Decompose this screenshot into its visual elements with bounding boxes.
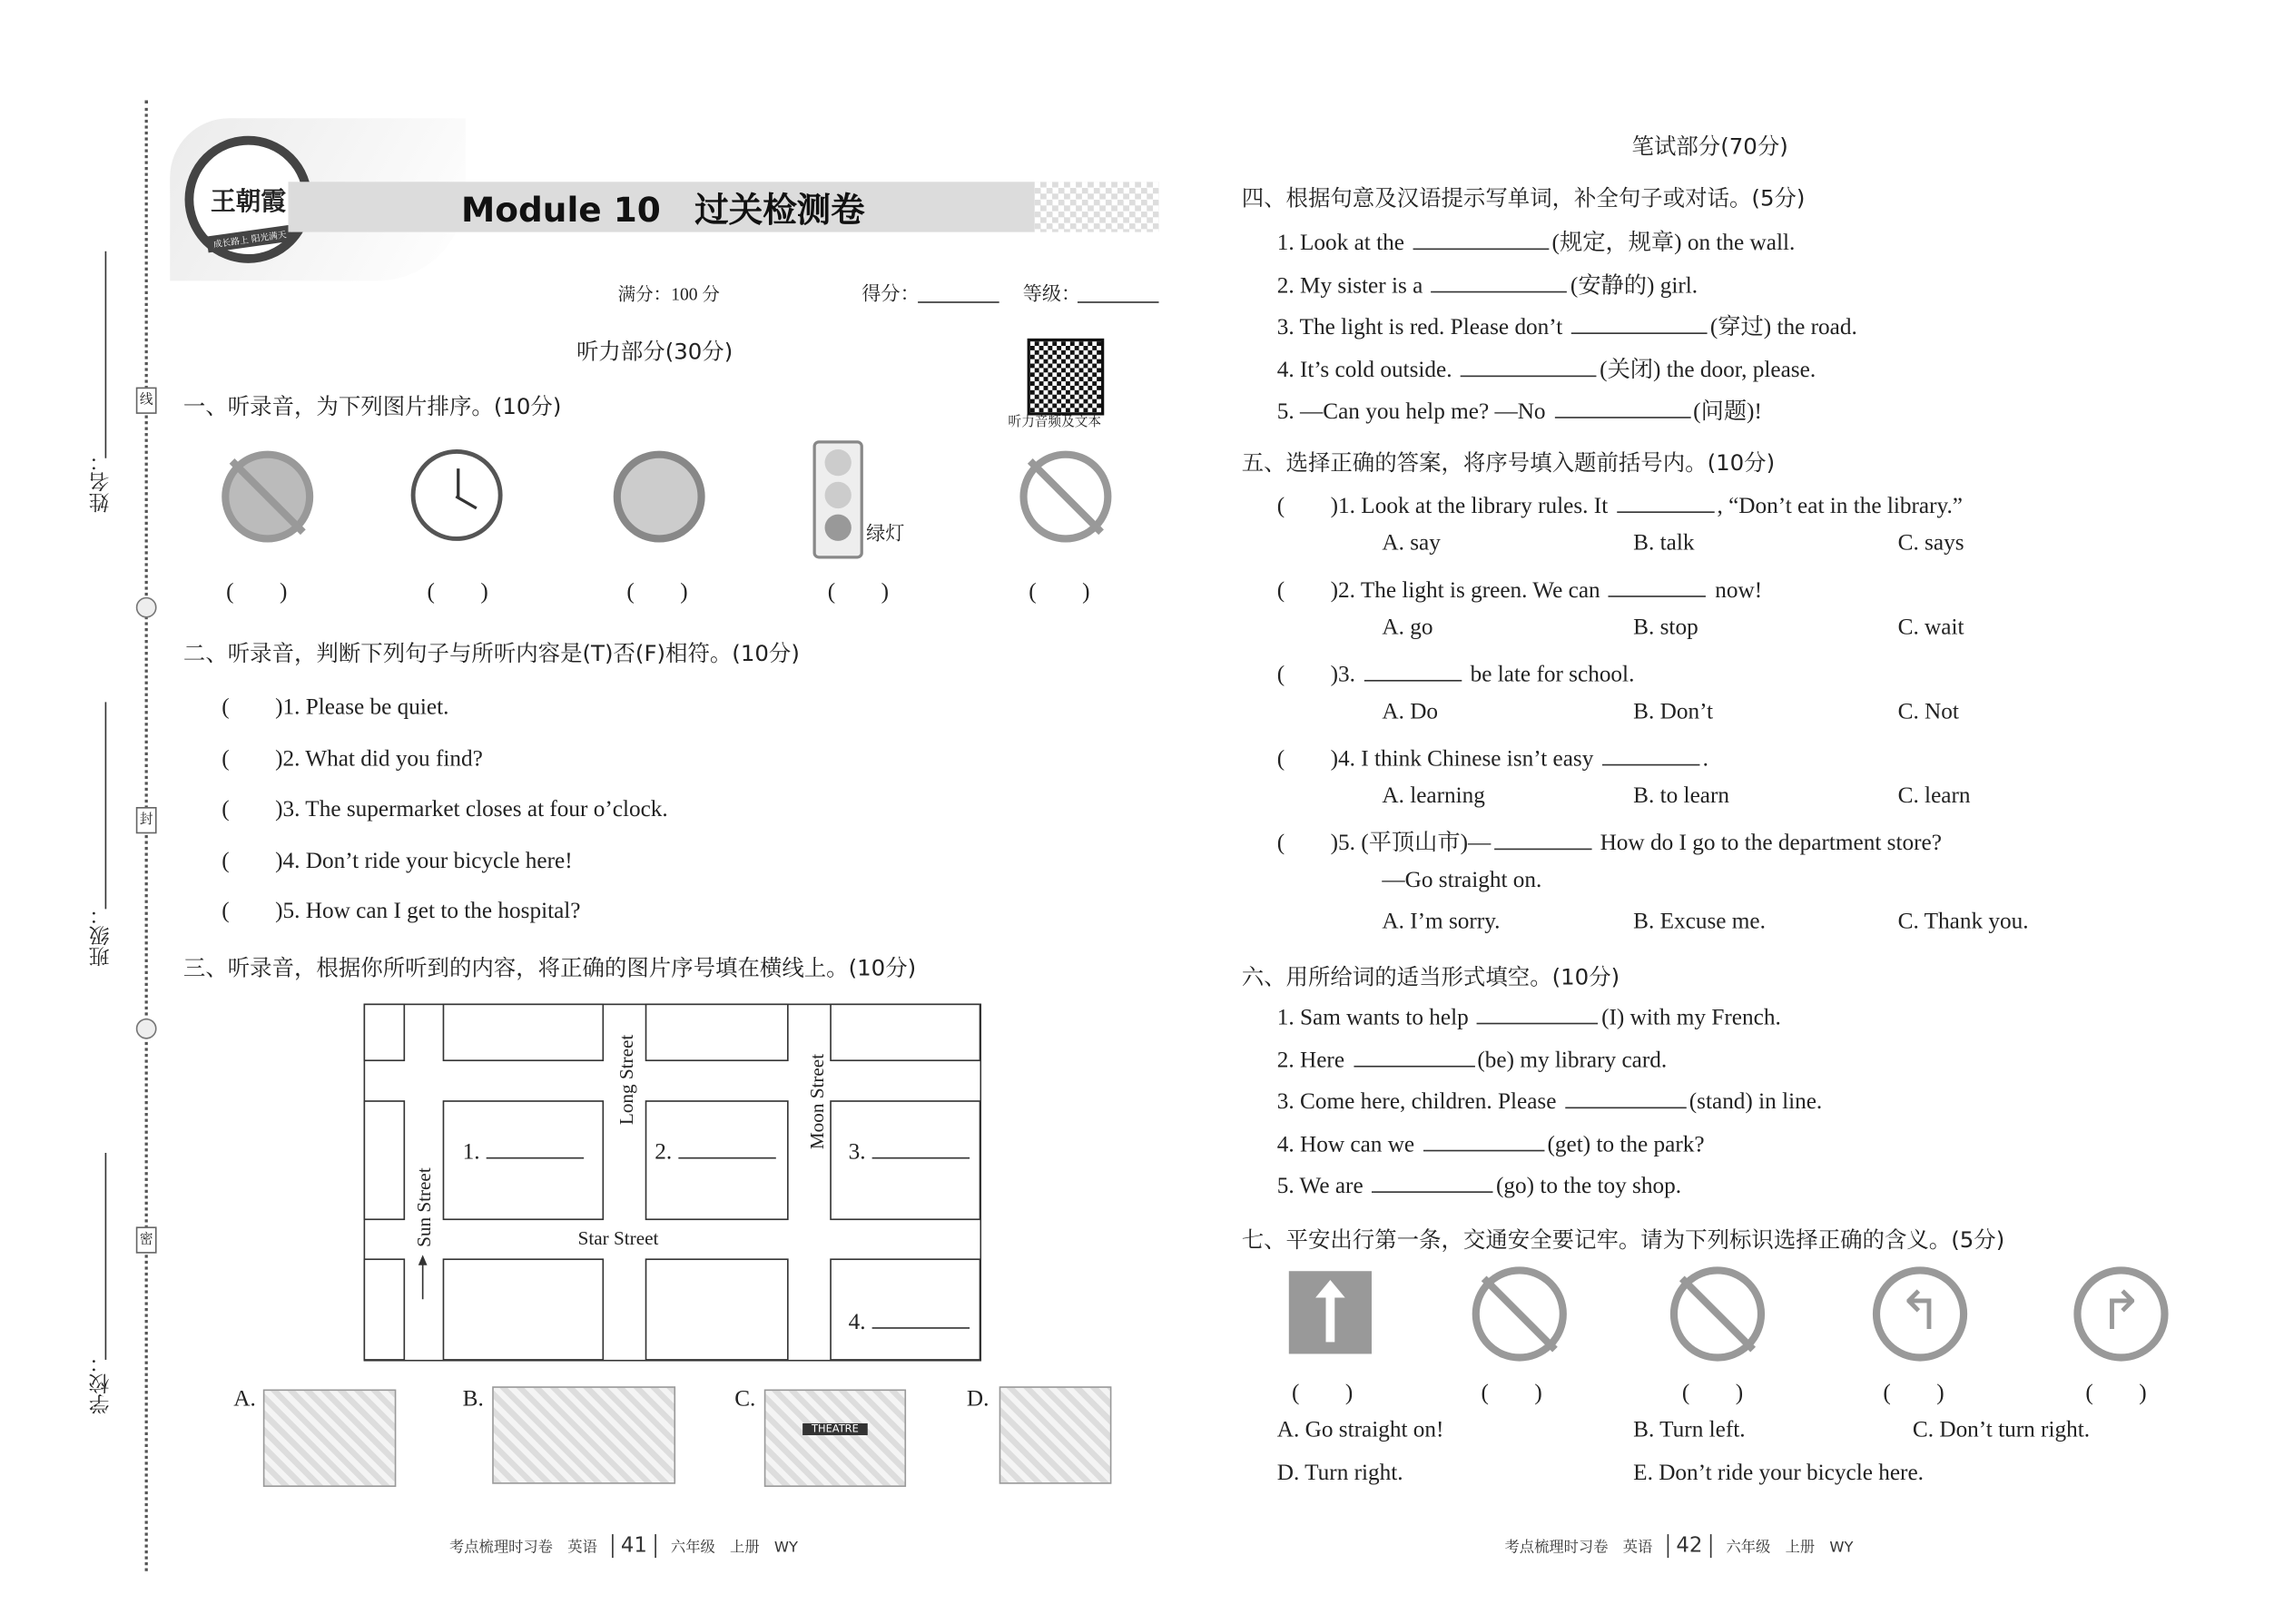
answer-bracket[interactable]: ( ): [1883, 1380, 1944, 1406]
turn-left-sign-icon: ↰: [1873, 1266, 1967, 1361]
answer-blank[interactable]: [1617, 491, 1714, 513]
turn-right-sign-icon: ↱: [2073, 1266, 2168, 1361]
answer-blank[interactable]: [1554, 396, 1690, 418]
question-text: 3. Come here, children. Please: [1276, 1088, 1562, 1115]
answer-blank[interactable]: [1477, 1002, 1599, 1024]
choice-option[interactable]: C. Thank you.: [1897, 909, 2029, 935]
class-line: [105, 702, 107, 909]
logo-text: 王朝霞: [211, 187, 287, 218]
question-hint: (get) to the park?: [1547, 1131, 1705, 1157]
blank-number: 4.: [848, 1309, 866, 1335]
question-text: 3. The light is red. Please don’t: [1276, 314, 1569, 340]
answer-blank[interactable]: [1571, 312, 1708, 334]
choice-option[interactable]: B. Excuse me.: [1633, 909, 1766, 935]
question-text: How do I go to the department store?: [1594, 831, 1942, 856]
choice-question: [1277, 487, 1963, 520]
question-text: 5. —Can you help me? —No: [1276, 399, 1551, 425]
option-label: C.: [734, 1386, 756, 1412]
fill-in-item: [1277, 351, 1816, 384]
answer-blank[interactable]: [1461, 354, 1597, 376]
question-text: 2. Here: [1276, 1047, 1351, 1073]
question-hint: (go) to the toy shop.: [1496, 1173, 1682, 1199]
choice-question: [1277, 656, 1635, 689]
blank-number: 2.: [655, 1139, 673, 1166]
moon-street-label: Moon Street: [805, 1053, 828, 1150]
choice-option[interactable]: B. Don’t: [1633, 698, 1714, 724]
map-blank-3: [849, 1137, 970, 1166]
answer-blank[interactable]: [1565, 1087, 1687, 1108]
choice-option[interactable]: C. Not: [1897, 698, 1959, 724]
answer-blank[interactable]: [1609, 575, 1706, 596]
footer-left: [449, 1534, 798, 1558]
section-4-title: 四、根据句意及汉语提示写单词，补全句子或对话。(5分): [1241, 184, 1806, 212]
binding-hole-icon: [136, 597, 157, 618]
answer-blank[interactable]: [1364, 659, 1462, 681]
question-text: 2. My sister is a: [1276, 272, 1429, 299]
page-number: 41: [612, 1534, 656, 1558]
option-label: B.: [462, 1386, 484, 1412]
question-text: now!: [1708, 577, 1763, 604]
section-6-title: 六、用所给词的适当形式填空。(10分): [1241, 963, 1620, 990]
meaning-option: E. Don’t ride your bicycle here.: [1633, 1460, 1924, 1486]
judge-item[interactable]: ( )2. What did you find?: [222, 745, 483, 772]
answer-blank[interactable]: [1602, 743, 1699, 765]
question-text: .: [1702, 746, 1708, 772]
answer-bracket[interactable]: ( ): [427, 579, 488, 605]
option-label: A.: [233, 1386, 256, 1412]
answer-blank[interactable]: [1413, 228, 1550, 250]
sun-street-label: Sun Street: [412, 1167, 435, 1247]
question-text: ( )1. Look at the library rules. It: [1276, 493, 1614, 519]
traffic-light-label: 绿灯: [866, 523, 905, 546]
no-walking-icon: [1019, 451, 1111, 543]
mouth-quiet-icon: [614, 451, 705, 543]
option-label: D.: [966, 1386, 989, 1412]
judge-item[interactable]: ( )5. How can I get to the hospital?: [222, 898, 581, 924]
no-bicycle-sign-icon: [1472, 1266, 1567, 1361]
choice-option[interactable]: C. wait: [1897, 614, 1964, 640]
meaning-option: D. Turn right.: [1276, 1460, 1403, 1486]
binding-hole-icon: [136, 1019, 157, 1039]
name-label: 姓名：: [88, 450, 113, 513]
question-text: 4. It’s cold outside.: [1276, 357, 1458, 382]
fill-in-item: [1277, 1087, 1822, 1117]
section-5-title: 五、选择正确的答案，将序号填入题前括号内。(10分): [1241, 448, 1776, 477]
choice-option[interactable]: C. says: [1897, 529, 1964, 556]
clock-icon: [411, 449, 503, 541]
choice-option[interactable]: B. stop: [1633, 614, 1698, 640]
judge-item[interactable]: ( )1. Please be quiet.: [222, 694, 449, 720]
map-blank-2: [655, 1137, 775, 1166]
blank-field[interactable]: [871, 1137, 969, 1158]
page-number: 42: [1668, 1534, 1712, 1558]
judge-item[interactable]: ( )3. The supermarket closes at four o’clock.: [222, 796, 668, 822]
question-text: ( )4. I think Chinese isn’t easy: [1276, 746, 1600, 772]
fill-in-item: [1277, 309, 1857, 341]
traffic-light-icon: [813, 440, 863, 558]
choice-option[interactable]: A. learning: [1382, 782, 1485, 808]
question-hint: (安静的) girl.: [1570, 272, 1698, 299]
question-text: 4. How can we: [1276, 1131, 1421, 1157]
blank-field[interactable]: [486, 1137, 583, 1158]
written-title: 笔试部分(70分): [1631, 133, 1788, 160]
blank-number: 1.: [462, 1139, 480, 1166]
answer-blank[interactable]: [1423, 1128, 1545, 1150]
choice-option[interactable]: A. I’m sorry.: [1382, 909, 1501, 935]
choice-option[interactable]: B. talk: [1633, 529, 1695, 556]
footer-grade: 六年级 上册 WY: [670, 1540, 798, 1557]
choice-question: [1277, 825, 1942, 858]
question-text: 1. Sam wants to help: [1276, 1005, 1475, 1030]
answer-bracket[interactable]: ( ): [1292, 1380, 1354, 1406]
question-hint: (关闭) the door, please.: [1600, 357, 1816, 382]
question-reply: —Go straight on.: [1382, 866, 1542, 892]
no-camera-icon: [222, 451, 313, 543]
question-hint: (规定，规章) on the wall.: [1551, 230, 1796, 256]
question-hint: (I) with my French.: [1601, 1005, 1781, 1030]
page-title: Module 10 过关检测卷: [460, 192, 865, 231]
answer-bracket[interactable]: ( ): [827, 579, 890, 605]
answer-bracket[interactable]: ( ): [626, 579, 688, 605]
fill-in-item: [1277, 224, 1796, 257]
answer-blank[interactable]: [1494, 828, 1591, 850]
answer-bracket[interactable]: ( ): [1481, 1380, 1542, 1406]
grade-label: 等级：: [1022, 283, 1081, 307]
score-field[interactable]: [918, 301, 999, 303]
meaning-option: C. Don’t turn right.: [1912, 1417, 2091, 1443]
question-text: ( )2. The light is green. We can: [1276, 577, 1606, 604]
school-line: [105, 1153, 107, 1360]
section-1-title: 一、听录音，为下列图片排序。(10分): [182, 393, 562, 420]
cut-line: [145, 101, 148, 1571]
judge-item[interactable]: ( )4. Don’t ride your bicycle here!: [222, 847, 573, 873]
choice-question: [1277, 572, 1762, 605]
blank-field[interactable]: [871, 1306, 969, 1328]
footer-book: 考点梳理时习卷 英语: [448, 1540, 597, 1557]
cut-mark: 线: [136, 388, 157, 414]
answer-blank[interactable]: [1432, 270, 1568, 291]
meaning-option: B. Turn left.: [1633, 1417, 1746, 1443]
choice-option[interactable]: B. to learn: [1633, 782, 1729, 808]
star-street-label: Star Street: [577, 1226, 659, 1249]
footer-grade: 六年级 上册 WY: [1726, 1540, 1854, 1557]
question-hint: (穿过) the road.: [1709, 314, 1857, 340]
logo-slogan: 成长路上 阳光满天: [206, 225, 293, 253]
choice-option[interactable]: A. say: [1382, 529, 1441, 556]
fill-in-item: [1277, 1171, 1681, 1201]
answer-blank[interactable]: [1372, 1171, 1493, 1193]
answer-bracket[interactable]: ( ): [226, 579, 288, 605]
full-score: 满分：100 分: [617, 283, 720, 305]
building-image: [999, 1386, 1112, 1483]
checker-decoration: [1035, 182, 1159, 231]
fill-in-item: [1277, 1044, 1667, 1074]
choice-option[interactable]: C. learn: [1897, 782, 1971, 808]
section-2-title: 二、听录音，判断下列句子与所听内容是(T)否(F)相符。(10分): [182, 640, 800, 667]
footer-right: [1505, 1534, 1854, 1558]
fill-in-item: [1277, 267, 1698, 300]
choice-question: [1277, 741, 1708, 773]
meaning-option: A. Go straight on!: [1276, 1417, 1444, 1443]
school-label: 学校：: [88, 1352, 113, 1415]
section-3-title: 三、听录音，根据你所听到的内容，将正确的图片序号填在横线上。(10分): [182, 954, 917, 982]
question-hint: (问题)!: [1693, 399, 1762, 425]
choice-option[interactable]: A. go: [1382, 614, 1433, 640]
question-text: 1. Look at the: [1276, 230, 1411, 256]
question-text: ( )5. (平顶山市)—: [1276, 831, 1492, 856]
answer-bracket[interactable]: ( ): [1029, 579, 1090, 605]
listening-title: 听力部分(30分): [576, 338, 733, 366]
qr-caption: 听力音频及文本: [1008, 415, 1102, 430]
answer-bracket[interactable]: ( ): [1681, 1380, 1744, 1406]
question-text: be late for school.: [1464, 662, 1635, 688]
section-7-title: 七、平安出行第一条，交通安全要记牢。请为下列标识选择正确的含义。(5分): [1241, 1226, 2005, 1254]
theatre-image: [764, 1390, 906, 1487]
footer-book: 考点梳理时习卷 英语: [1504, 1540, 1653, 1557]
map-blank-4: [849, 1306, 970, 1336]
long-street-label: Long Street: [615, 1034, 637, 1126]
question-text: 5. We are: [1276, 1173, 1369, 1199]
blank-field[interactable]: [678, 1137, 775, 1158]
cut-mark: 密: [136, 1226, 157, 1253]
no-right-turn-sign-icon: [1670, 1266, 1765, 1361]
qr-code[interactable]: [1028, 339, 1105, 416]
go-straight-sign-icon: [1289, 1271, 1372, 1353]
question-hint: (stand) in line.: [1689, 1088, 1823, 1115]
fill-in-item: [1277, 1002, 1781, 1032]
theatre-sign: THEATRE: [802, 1423, 868, 1435]
class-label: 班级：: [88, 904, 113, 967]
zoo-image: [492, 1386, 675, 1483]
map-blank-1: [463, 1137, 584, 1166]
question-hint: (be) my library card.: [1477, 1047, 1668, 1073]
question-text: , “Don’t eat in the library.”: [1717, 493, 1963, 519]
name-line: [105, 251, 107, 458]
fill-in-item: [1277, 1128, 1705, 1158]
choice-option[interactable]: A. Do: [1382, 698, 1439, 724]
answer-bracket[interactable]: ( ): [2085, 1380, 2147, 1406]
bookstore-image: [263, 1390, 397, 1487]
grade-field[interactable]: [1078, 301, 1159, 303]
answer-blank[interactable]: [1354, 1044, 1475, 1066]
question-text: ( )3.: [1276, 662, 1362, 688]
blank-number: 3.: [848, 1139, 866, 1166]
cut-mark: 封: [136, 807, 157, 833]
fill-in-item: [1277, 393, 1762, 426]
score-label: 得分：: [861, 283, 920, 307]
